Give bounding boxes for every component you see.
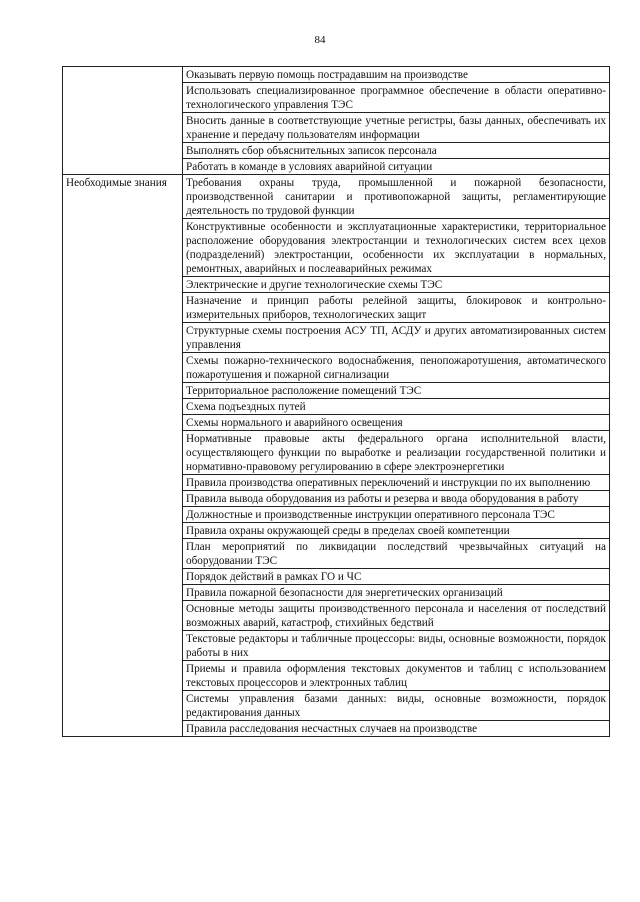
table-cell-item: Текстовые редакторы и табличные процессоры: виды, основные возможности, порядок работы в них	[183, 631, 610, 661]
competency-table-body	[63, 67, 610, 737]
table-row-knowledge	[63, 175, 610, 219]
page-number: 84	[314, 34, 326, 46]
table-cell-item: Должностные и производственные инструкции оперативного персонала ТЭС	[183, 507, 610, 523]
table-cell-item: Структурные схемы построения АСУ ТП, АСДУ и других автоматизированных систем управления	[183, 323, 610, 353]
section-label	[63, 67, 183, 175]
table-cell-item: Приемы и правила оформления текстовых документов и таблиц с использованием текстовых процессоров и электронных таблиц	[183, 661, 610, 691]
table-cell-item: Нормативные правовые акты федерального органа исполнительной власти, осуществляющего функции по выработке и реализации государственной политики и нормативно-правовому регулированию в сфере электроэнергетики	[183, 431, 610, 475]
table-cell-item: Конструктивные особенности и эксплуатационные характеристики, территориальное расположение оборудования электростанции и технологических систем всех цехов (подразделений) электростанции, особенности их эксплуатации в нормальных, ремонтных, аварийных и послеаварийных режимах	[183, 219, 610, 277]
table-cell-item: Требования охраны труда, промышленной и пожарной безопасности, производственной санитарии и противопожарной защиты, регламентирующие деятельность по трудовой функции	[183, 175, 610, 219]
table-cell-item: Схема подъездных путей	[183, 399, 610, 415]
table-row-skill	[63, 67, 610, 83]
section-label: Необходимые знания	[63, 175, 183, 737]
table-cell-item: Правила охраны окружающей среды в пределах своей компетенции	[183, 523, 610, 539]
table-cell-item: Правила производства оперативных переключений и инструкции по их выполнению	[183, 475, 610, 491]
table-cell-item: Выполнять сбор объяснительных записок персонала	[183, 143, 610, 159]
table-cell-item: Правила вывода оборудования из работы и резерва и ввода оборудования в работу	[183, 491, 610, 507]
table-cell-item: Вносить данные в соответствующие учетные регистры, базы данных, обеспечивать их хранение и передачу пользователям информации	[183, 113, 610, 143]
table-cell-item: Территориальное расположение помещений ТЭС	[183, 383, 610, 399]
table-cell-item: Работать в команде в условиях аварийной ситуации	[183, 159, 610, 175]
table-cell-item: Правила пожарной безопасности для энергетических организаций	[183, 585, 610, 601]
table-cell-item: Правила расследования несчастных случаев на производстве	[183, 721, 610, 737]
competency-table	[62, 66, 610, 737]
table-cell-item: Схемы нормального и аварийного освещения	[183, 415, 610, 431]
table-cell-item: Использовать специализированное программное обеспечение в области оперативно-технологического управления ТЭС	[183, 83, 610, 113]
table-cell-item: Оказывать первую помощь пострадавшим на производстве	[183, 67, 610, 83]
table-cell-item: Электрические и другие технологические схемы ТЭС	[183, 277, 610, 293]
table-cell-item: Системы управления базами данных: виды, основные возможности, порядок редактирования данных	[183, 691, 610, 721]
table-cell-item: Порядок действий в рамках ГО и ЧС	[183, 569, 610, 585]
table-cell-item: Схемы пожарно-технического водоснабжения, пенопожаротушения, автоматического пожаротушения и пожарной сигнализации	[183, 353, 610, 383]
table-cell-item: План мероприятий по ликвидации последствий чрезвычайных ситуаций на оборудовании ТЭС	[183, 539, 610, 569]
table-cell-item: Основные методы защиты производственного персонала и населения от последствий возможных аварий, катастроф, стихийных бедствий	[183, 601, 610, 631]
table-cell-item: Назначение и принцип работы релейной защиты, блокировок и контрольно-измерительных приборов, технологических защит	[183, 293, 610, 323]
